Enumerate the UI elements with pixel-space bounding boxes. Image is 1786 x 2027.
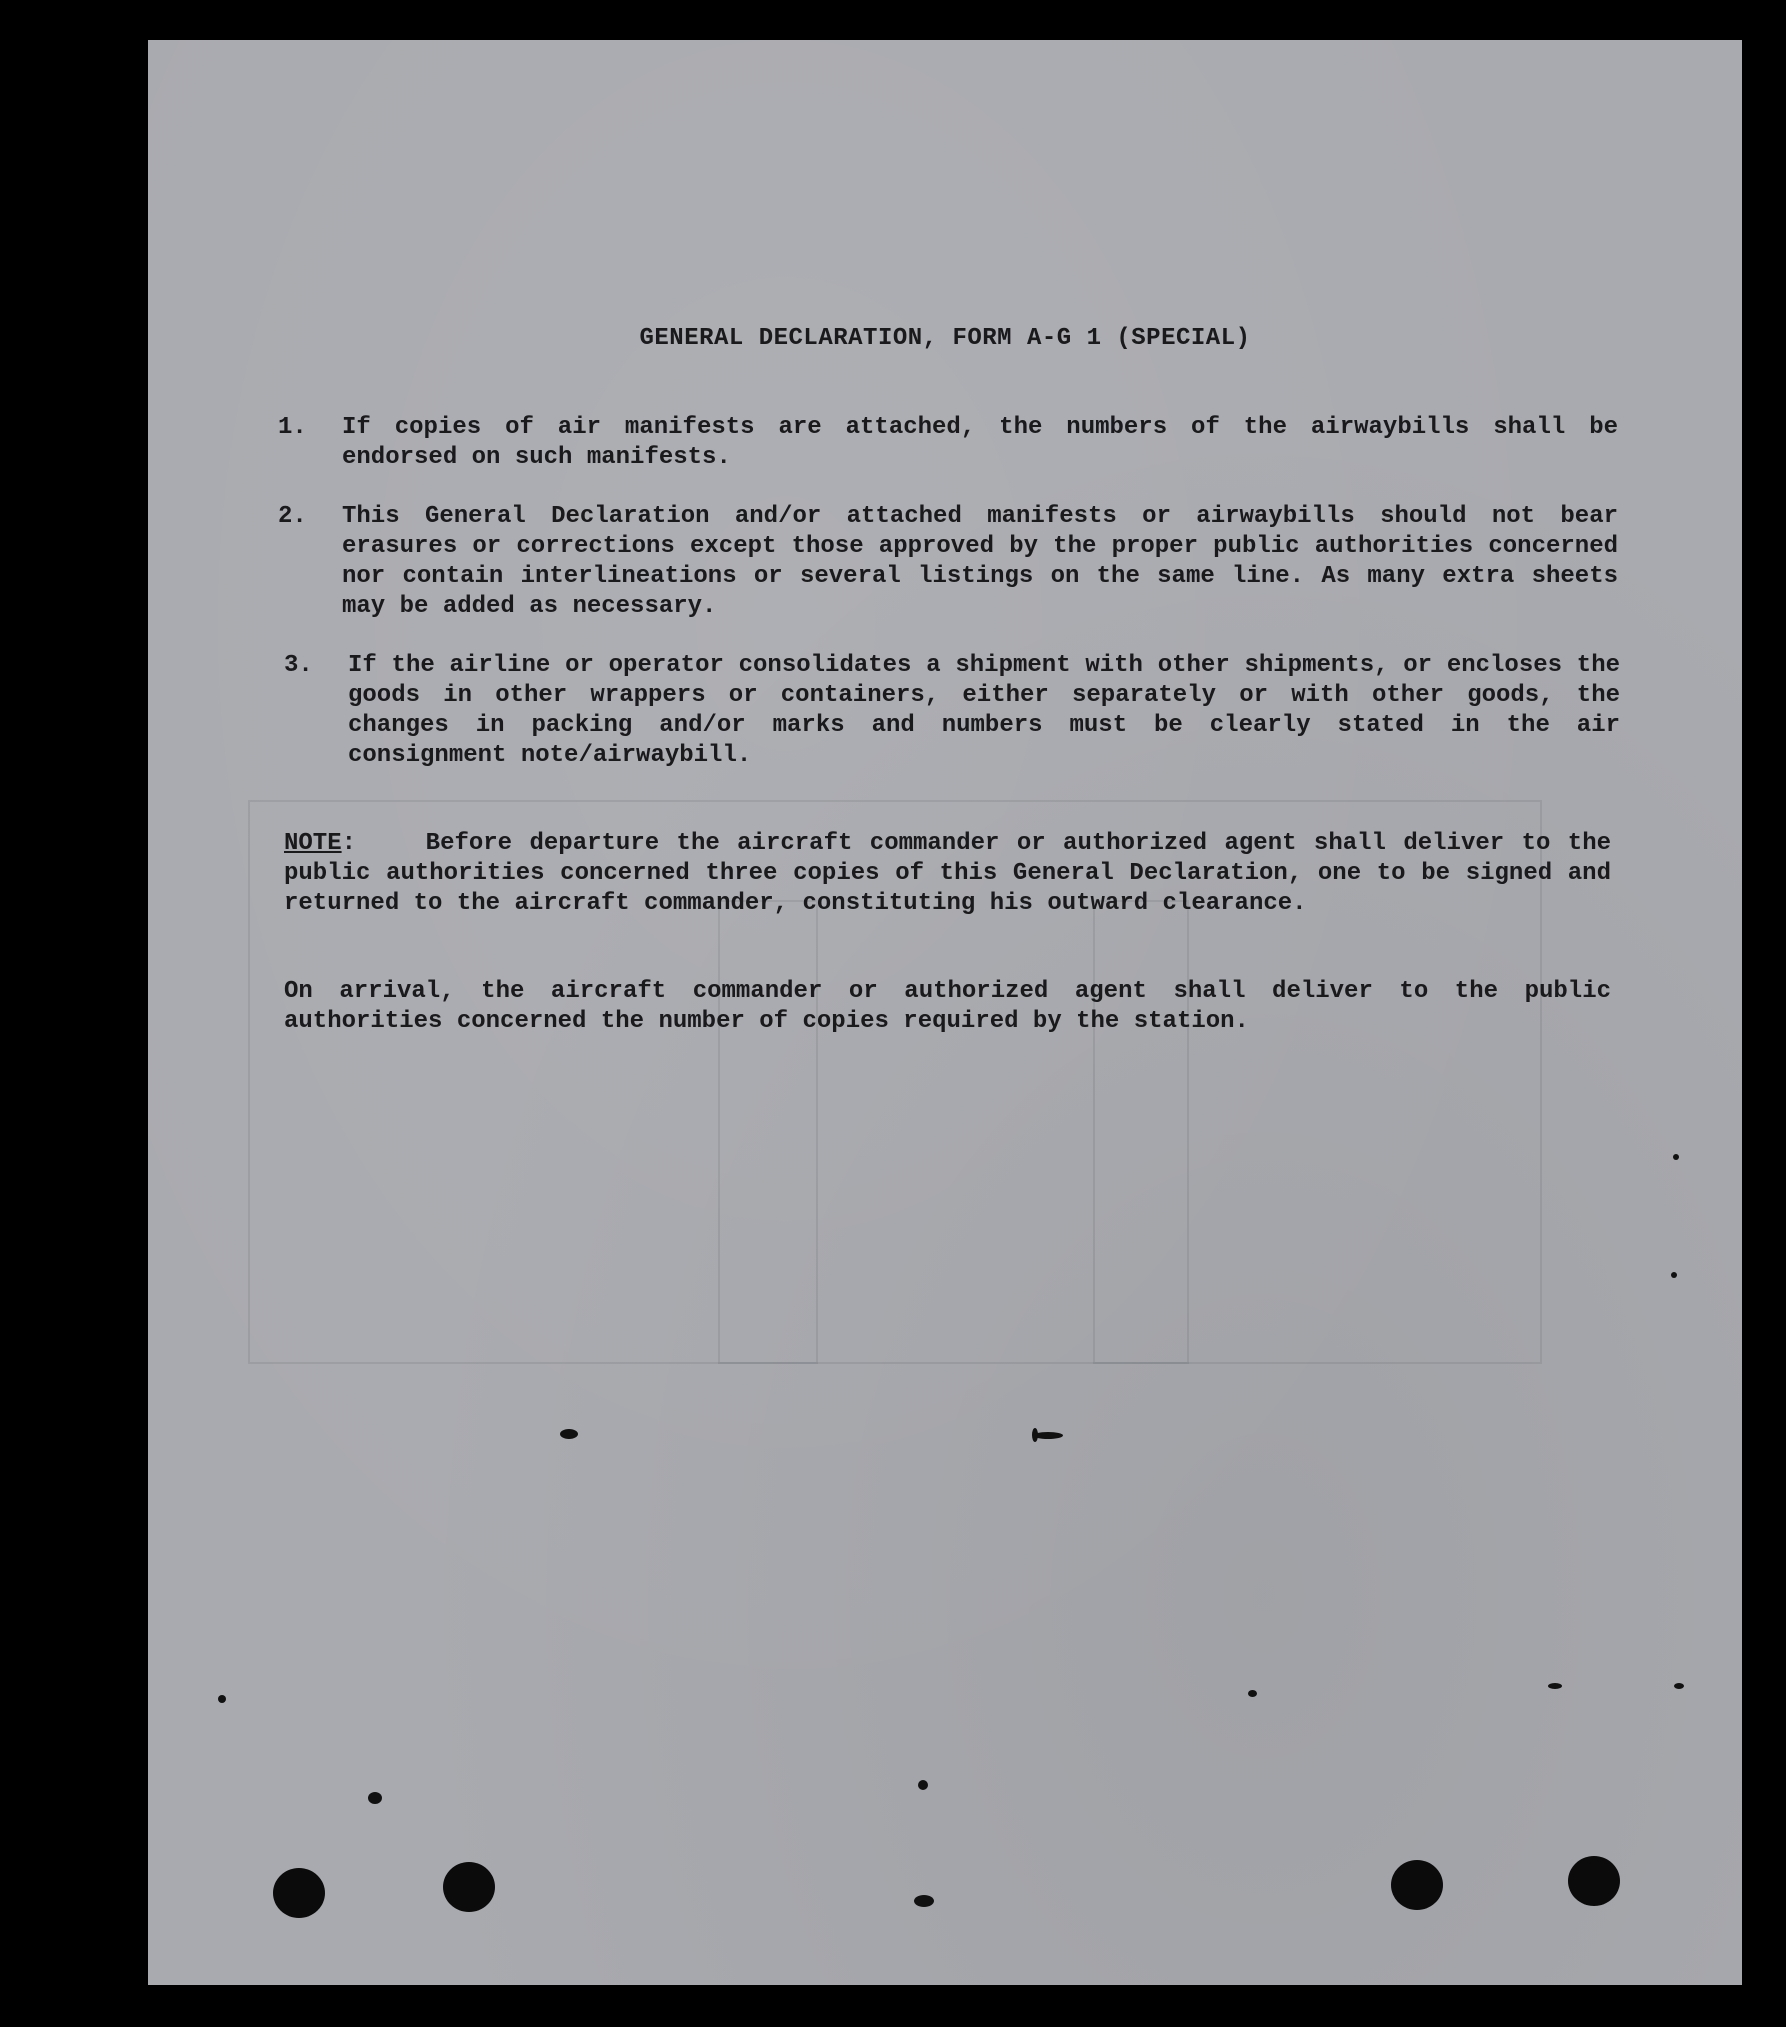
note-text: Before departure the aircraft commander or authorized agent shall deliver to the public authorities concerned three copies of this General Declaration, one to be signed and returned to the aircraft commander, constituting his outward clearance. — [284, 830, 1611, 917]
speck — [1673, 1154, 1679, 1160]
item-text: If copies of air manifests are attached, the numbers of the airwaybills shall be endorsed on such manifests. — [342, 414, 1618, 471]
note-label: NOTE — [284, 830, 342, 857]
speck — [218, 1695, 226, 1703]
speck — [1671, 1272, 1677, 1278]
list-item — [278, 413, 1618, 473]
speck — [1032, 1428, 1038, 1442]
speck — [560, 1429, 578, 1439]
punch-hole — [1391, 1860, 1443, 1910]
page-title: GENERAL DECLARATION, FORM A-G 1 (SPECIAL) — [639, 325, 1251, 352]
list-item — [278, 502, 1618, 622]
speck — [918, 1780, 928, 1790]
item-number: 3. — [284, 652, 313, 679]
speck — [1674, 1683, 1684, 1689]
show-through-column — [1093, 900, 1189, 1364]
item-number: 1. — [278, 414, 307, 441]
punch-hole — [443, 1862, 495, 1912]
item-text: This General Declaration and/or attached manifests or airwaybills should not bear erasures or corrections except those approved by the proper public authorities concerned nor contain interlineations or several listings on the same line. As many extra sheets may be added as necessary. — [342, 503, 1618, 620]
speck — [1548, 1683, 1562, 1689]
paper-sheet — [148, 40, 1742, 1985]
note-colon: : — [341, 830, 426, 857]
item-text: If the airline or operator consolidates a shipment with other shipments, or encloses the goods in other wrappers or containers, either separately or with other goods, the changes in packing and/or marks and numbers must be clearly stated in the air consignment note/airwaybill. — [348, 652, 1620, 769]
punch-hole — [273, 1868, 325, 1918]
speck — [1248, 1690, 1257, 1697]
speck — [914, 1895, 934, 1907]
punch-hole — [1568, 1856, 1620, 1906]
note-paragraph — [284, 829, 1611, 919]
list-item — [284, 651, 1620, 771]
item-number: 2. — [278, 503, 307, 530]
arrival-paragraph: On arrival, the aircraft commander or authorized agent shall deliver to the public authorities concerned the number of copies required by the station. — [284, 978, 1611, 1035]
show-through-column — [718, 900, 818, 1364]
speck — [368, 1792, 382, 1804]
